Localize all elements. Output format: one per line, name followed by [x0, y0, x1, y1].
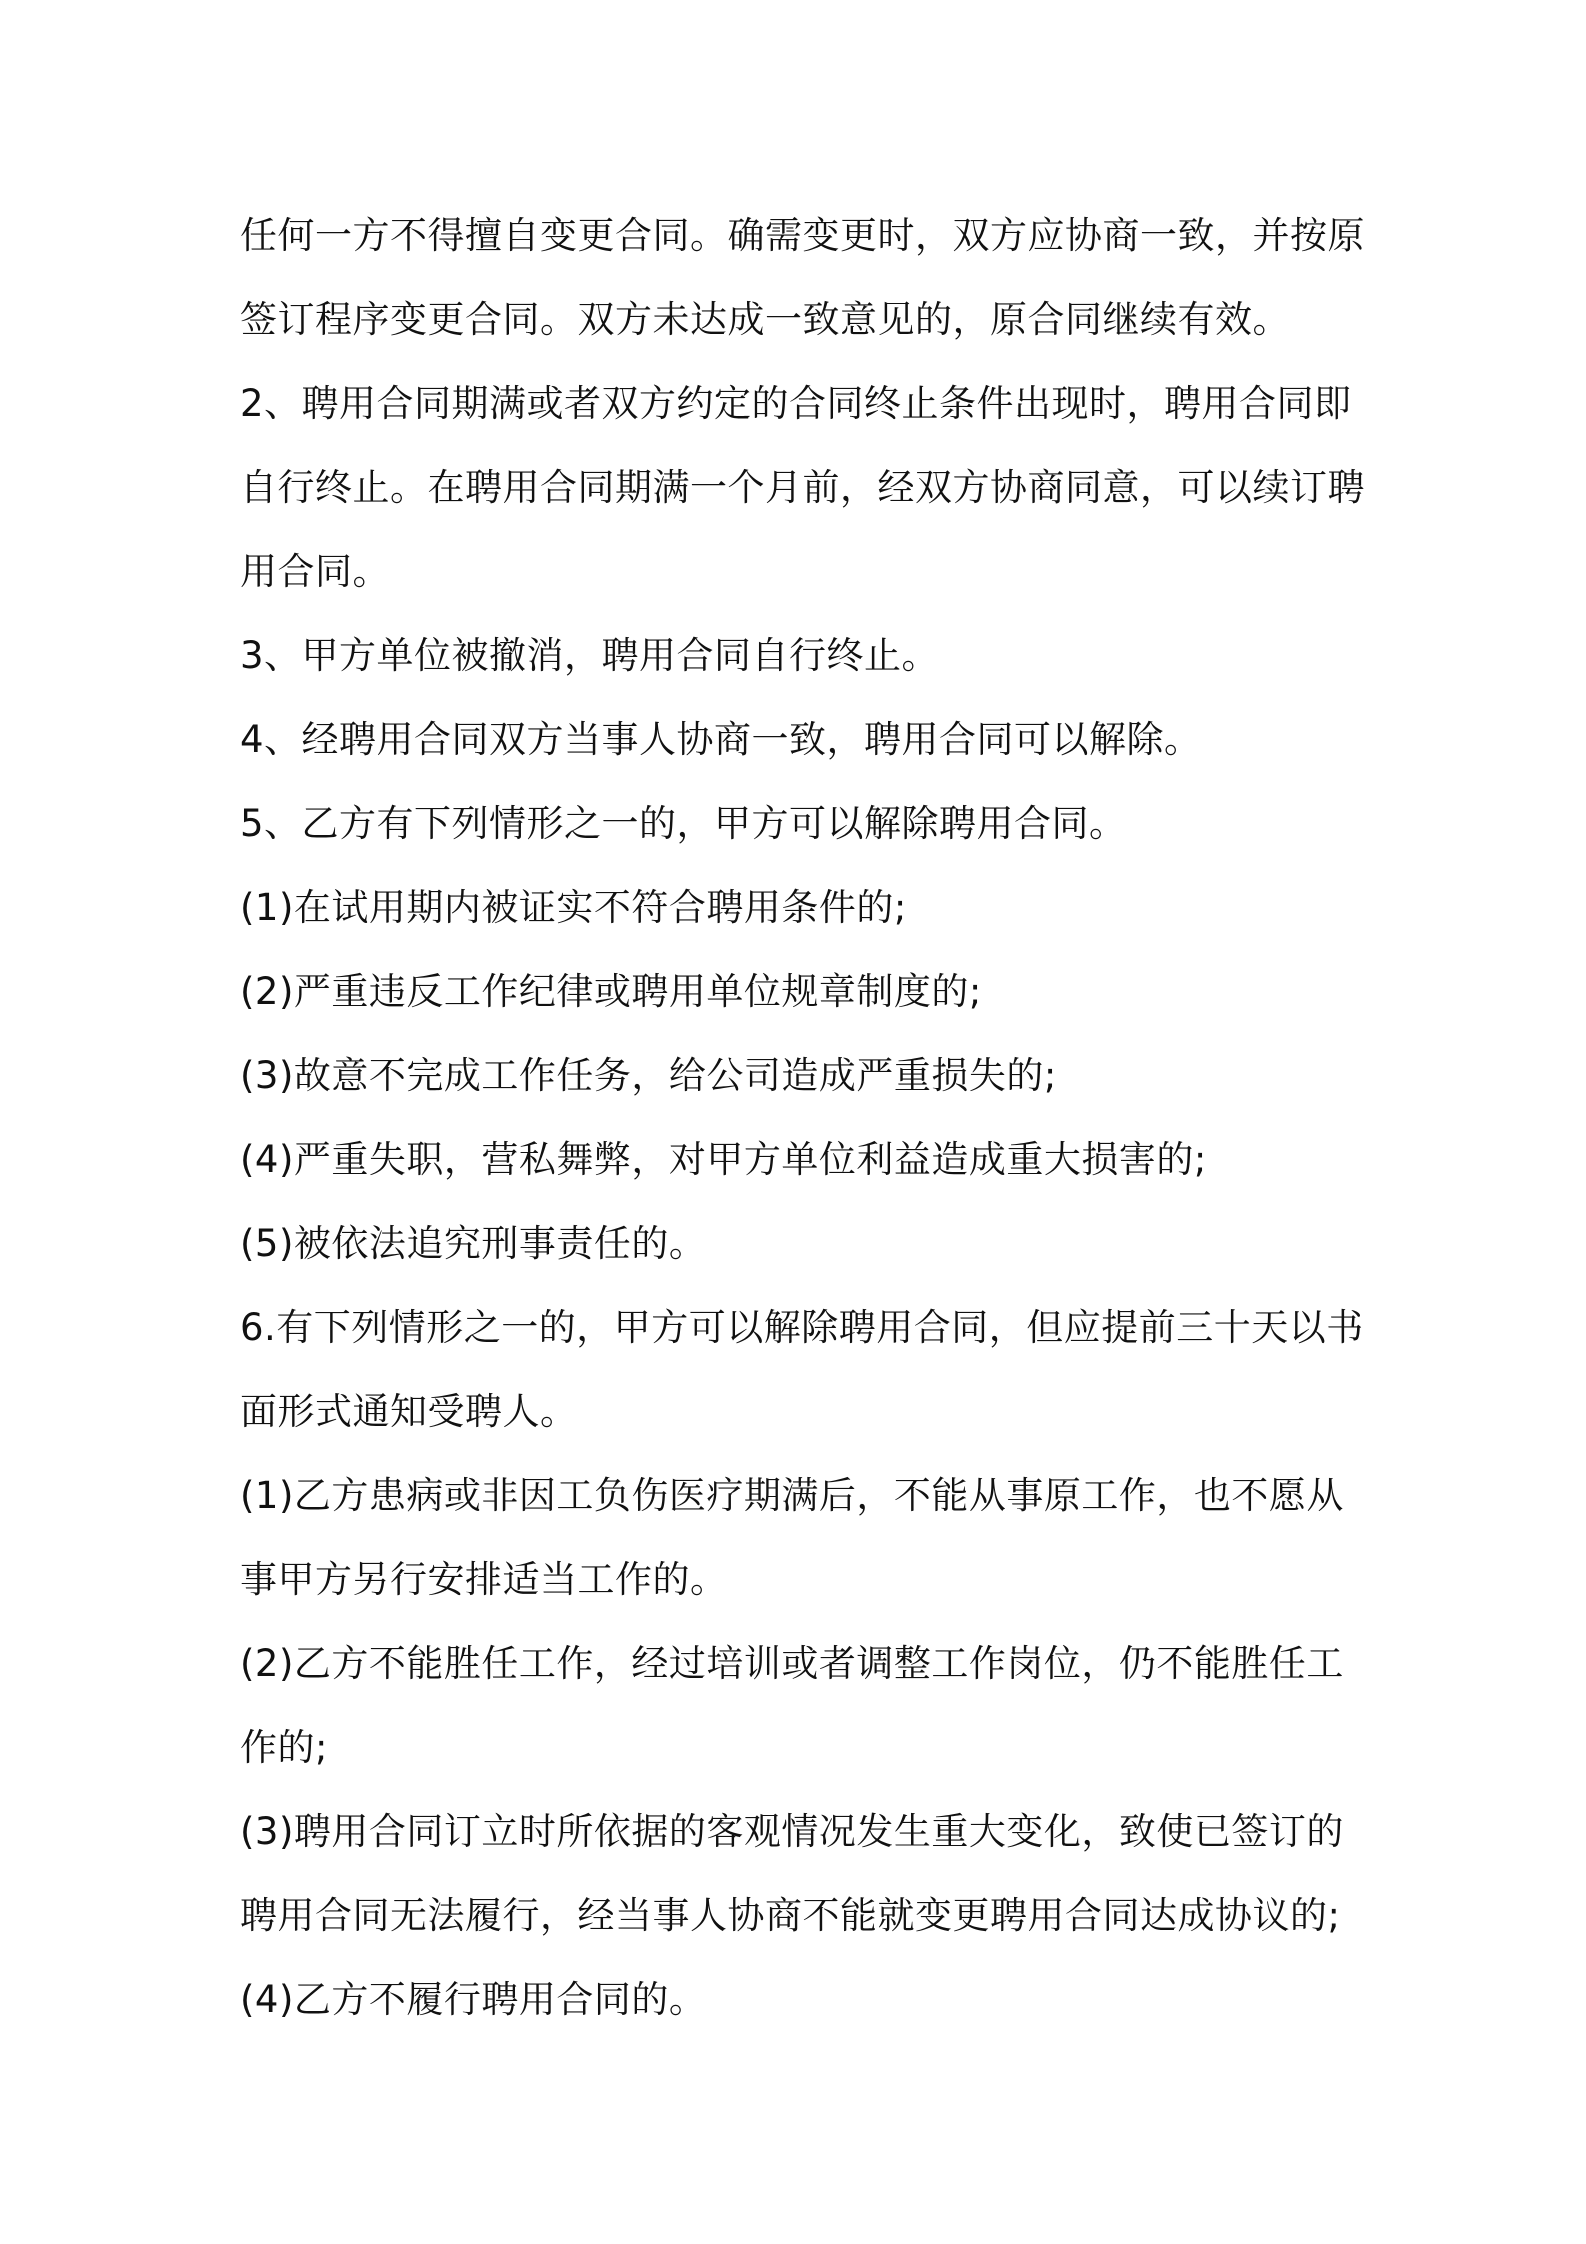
text-line: (3)聘用合同订立时所依据的客观情况发生重大变化，致使已签订的	[240, 1810, 1344, 1853]
text-line: 任何一方不得擅自变更合同。确需变更时，双方应协商一致，并按原	[240, 214, 1365, 257]
text-line: (1)在试用期内被证实不符合聘用条件的;	[240, 886, 907, 929]
text-line: (1)乙方患病或非因工负伤医疗期满后，不能从事原工作，也不愿从	[240, 1474, 1344, 1517]
text-line: 4、经聘用合同双方当事人协商一致，聘用合同可以解除。	[240, 718, 1202, 761]
text-line: 5、乙方有下列情形之一的，甲方可以解除聘用合同。	[240, 802, 1127, 845]
text-line: (4)乙方不履行聘用合同的。	[240, 1978, 707, 2021]
text-line: 用合同。	[240, 550, 390, 593]
text-line: (4)严重失职，营私舞弊，对甲方单位利益造成重大损害的;	[240, 1138, 1207, 1181]
text-line: (5)被依法追究刑事责任的。	[240, 1222, 707, 1265]
document-body	[240, 194, 1365, 2042]
text-line: 签订程序变更合同。双方未达成一致意见的，原合同继续有效。	[240, 298, 1290, 341]
text-line: 3、甲方单位被撤消，聘用合同自行终止。	[240, 634, 940, 677]
text-line: (2)严重违反工作纪律或聘用单位规章制度的;	[240, 970, 982, 1013]
text-line: (2)乙方不能胜任工作，经过培训或者调整工作岗位，仍不能胜任工	[240, 1642, 1344, 1685]
text-line: 面形式通知受聘人。	[240, 1390, 578, 1433]
text-line: (3)故意不完成工作任务，给公司造成严重损失的;	[240, 1054, 1057, 1097]
text-line: 作的;	[240, 1726, 328, 1769]
text-line: 2、聘用合同期满或者双方约定的合同终止条件出现时，聘用合同即	[240, 382, 1352, 425]
text-line: 自行终止。在聘用合同期满一个月前，经双方协商同意，可以续订聘	[240, 466, 1365, 509]
text-line: 6.有下列情形之一的，甲方可以解除聘用合同，但应提前三十天以书	[240, 1306, 1364, 1349]
text-line: 聘用合同无法履行，经当事人协商不能就变更聘用合同达成协议的;	[240, 1894, 1341, 1937]
text-line: 事甲方另行安排适当工作的。	[240, 1558, 728, 1601]
